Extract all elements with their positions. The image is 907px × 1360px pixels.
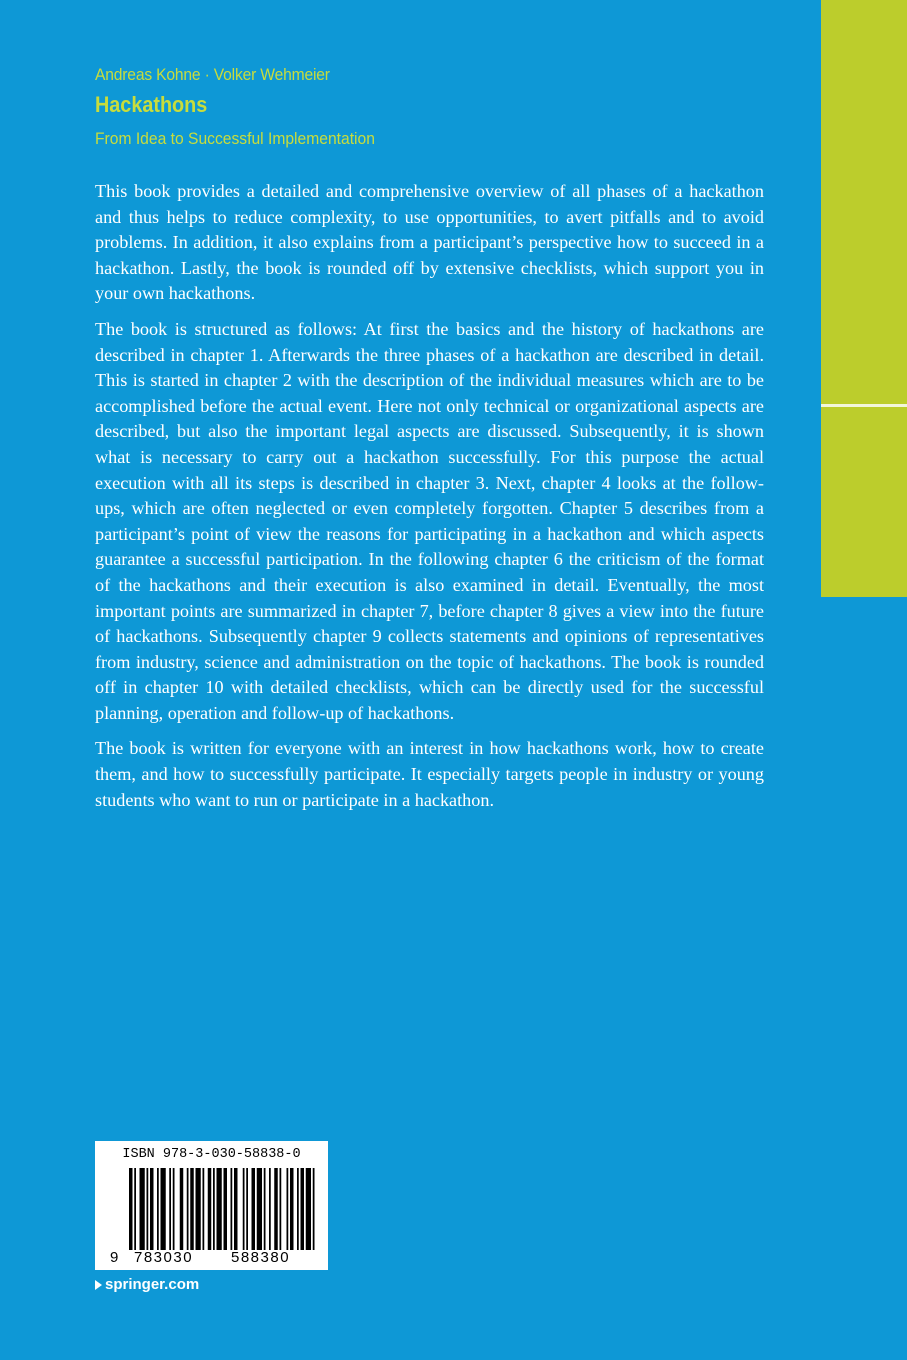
book-title: Hackathons bbox=[95, 92, 208, 117]
isbn-number: ISBN 978-3-030-58838-0 bbox=[122, 1147, 301, 1162]
barcode-bar bbox=[208, 1168, 212, 1250]
description-paragraph-2: The book is structured as follows: At first the basics and the history of hackathons are described in chapter 1. Afterwards the three phases of a hackathon are described in detail. This is started in chapter 2 with the description of the individual measures which are to be accomplished before the actual event. Here not only technical or organizational aspects are described, but also the important legal aspects are discussed. Subsequently, it is shown what is necessary to carry out a hackathon successfully. For this purpose the actual execution with all its steps is described in chapter 3. Next, chapter 4 looks at the follow-ups, which are often neglected or even completely forgotten. Chapter 5 describes from a participant’s point of view the reasons for participating in a hackathon and which aspects guarantee a successful participation. In the following chapter 6 the criticism of the format of the hackathons and their execution is also examined in detail. Eventually, the most important points are summarized in chapter 7, before chapter 8 gives a view into the future of hackathons. Subsequently chapter 9 collects statements and opinions of representatives from industry, science and administration on the topic of hackathons. The book is rounded off in chapter 10 with detailed checklists, which can be directly used for the successful planning, operation and follow-up of hackathons. bbox=[95, 318, 764, 723]
spine-divider-line bbox=[821, 404, 907, 407]
barcode-bar bbox=[246, 1168, 248, 1250]
barcode-bar bbox=[190, 1168, 194, 1250]
barcode-bar bbox=[150, 1168, 154, 1250]
barcode-bar bbox=[157, 1168, 159, 1250]
barcode-bars bbox=[129, 1168, 318, 1250]
arrow-icon bbox=[95, 1280, 102, 1290]
barcode-digit-first: 9 bbox=[110, 1249, 119, 1266]
description-paragraph-3: The book is written for everyone with an interest in how hackathons work, how to create them, and how to successfully participate. It especially targets people in industry or young students who want to run or participate in a hackathon. bbox=[95, 738, 764, 810]
barcode-bar bbox=[203, 1168, 205, 1250]
barcode-bar bbox=[161, 1168, 166, 1250]
cover-header bbox=[95, 64, 399, 150]
barcode-bar bbox=[269, 1168, 271, 1250]
barcode-bar bbox=[187, 1168, 189, 1250]
barcode-bar bbox=[301, 1168, 305, 1250]
barcode-bar bbox=[224, 1168, 228, 1250]
barcode-bar bbox=[306, 1168, 311, 1250]
barcode-bar bbox=[264, 1168, 266, 1250]
isbn-barcode bbox=[95, 1141, 328, 1270]
barcode-digits-left: 783030 bbox=[134, 1249, 194, 1266]
barcode-bar bbox=[129, 1168, 133, 1250]
barcode-bar bbox=[134, 1168, 136, 1250]
barcode-bar bbox=[140, 1168, 145, 1250]
barcode-bar bbox=[280, 1168, 282, 1250]
publisher-url: springer.com bbox=[105, 1276, 200, 1293]
publisher-link[interactable] bbox=[95, 1276, 199, 1293]
barcode-bar bbox=[274, 1168, 278, 1250]
barcode-bar bbox=[173, 1168, 175, 1250]
spine-color-band bbox=[821, 0, 907, 597]
barcode-digits-right: 588380 bbox=[231, 1249, 291, 1266]
barcode-bar bbox=[231, 1168, 233, 1250]
barcode-bar bbox=[257, 1168, 262, 1250]
book-authors: Andreas Kohne · Volker Wehmeier bbox=[95, 65, 330, 84]
barcode-bar bbox=[196, 1168, 201, 1250]
book-description bbox=[95, 179, 764, 823]
barcode-bar bbox=[252, 1168, 256, 1250]
barcode-bar bbox=[313, 1168, 315, 1250]
barcode-bar bbox=[297, 1168, 299, 1250]
barcode-bar bbox=[287, 1168, 289, 1250]
barcode-bar bbox=[147, 1168, 149, 1250]
barcode-bar bbox=[180, 1168, 184, 1250]
barcode-bar bbox=[217, 1168, 222, 1250]
book-subtitle: From Idea to Successful Implementation bbox=[95, 129, 375, 148]
barcode-bar bbox=[290, 1168, 294, 1250]
barcode-bar bbox=[243, 1168, 245, 1250]
barcode-bar bbox=[234, 1168, 238, 1250]
barcode-bar bbox=[213, 1168, 215, 1250]
barcode-bar bbox=[169, 1168, 171, 1250]
description-paragraph-1: This book provides a detailed and comprehensive overview of all phases of a hackathon and thus helps to reduce complexity, to use opportunities, to avert pitfalls and to avoid problems. In addition, it also explains from a participant’s perspective how to succeed in a hackathon. Lastly, the book is rounded off by extensive checklists, which support you in your own hackathons. bbox=[95, 181, 764, 304]
